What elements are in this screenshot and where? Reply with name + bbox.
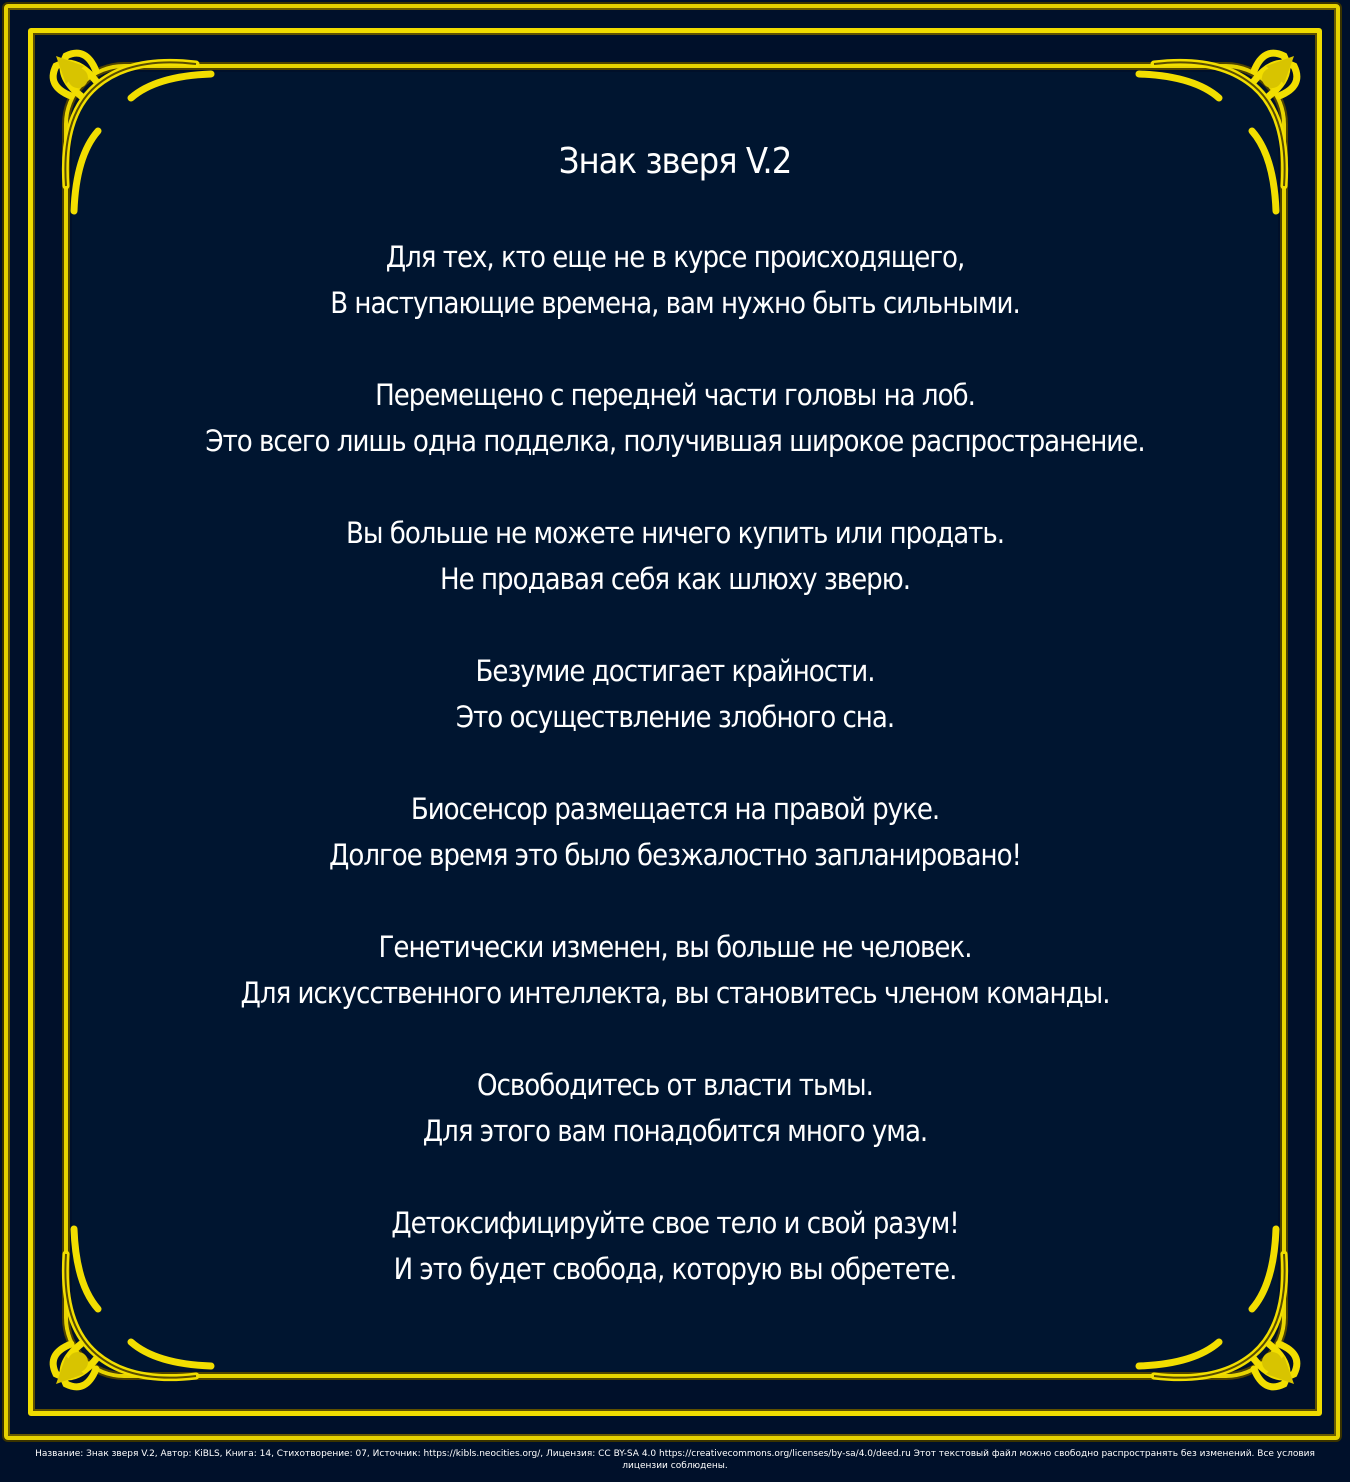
poem-line: Это осуществление злобного сна. (455, 700, 895, 734)
poem-line: Перемещено с передней части головы на лоб. (375, 378, 975, 412)
poem-line: Не продавая себя как шлюху зверю. (440, 562, 910, 596)
poem-line: Для тех, кто еще не в курсе происходящего, (385, 240, 965, 274)
stanza (100, 1062, 1250, 1154)
poem-line: И это будет свобода, которую вы обретете. (393, 1252, 957, 1286)
stanza (100, 1200, 1250, 1292)
poem-line: Биосенсор размещается на правой руке. (410, 792, 940, 826)
stanza (100, 648, 1250, 740)
stanza (100, 924, 1250, 1016)
poem-title: Знак зверя V.2 (558, 141, 792, 182)
stanza (100, 510, 1250, 602)
poem-line: Генетически изменен, вы больше не человек. (378, 930, 972, 964)
poem-line: Освободитесь от власти тьмы. (477, 1068, 873, 1102)
poem-line: Детоксифицируйте свое тело и свой разум! (391, 1206, 959, 1240)
poem-line: В наступающие времена, вам нужно быть сильными. (330, 286, 1020, 320)
poem-line: Для искусственного интеллекта, вы становитесь членом команды. (240, 976, 1110, 1010)
poem-line: Безумие достигает крайности. (475, 654, 875, 688)
poem-line: Это всего лишь одна подделка, получившая широкое распространение. (205, 424, 1145, 458)
poem-line: Долгое время это было безжалостно запланировано! (328, 838, 1022, 872)
poem-line: Для этого вам понадобится много ума. (422, 1114, 928, 1148)
poem-line: Вы больше не можете ничего купить или продать. (345, 516, 1005, 550)
poem (100, 132, 1250, 1338)
stanza (100, 786, 1250, 878)
stanza (100, 234, 1250, 326)
stanza (100, 372, 1250, 464)
license-footer: Название: Знак зверя V.2, Автор: KiBLS, Книга: 14, Стихотворение: 07, Источник: https://kibls.neocities.org/, Лицензия: CC BY-SA 4.0 https://creativecommons.org/licenses/by-sa/4.0/deed.ru Этот текстовый файл можно свободно распространять без изменений. Все условия лицензии соблюдены. (35, 1449, 1315, 1471)
